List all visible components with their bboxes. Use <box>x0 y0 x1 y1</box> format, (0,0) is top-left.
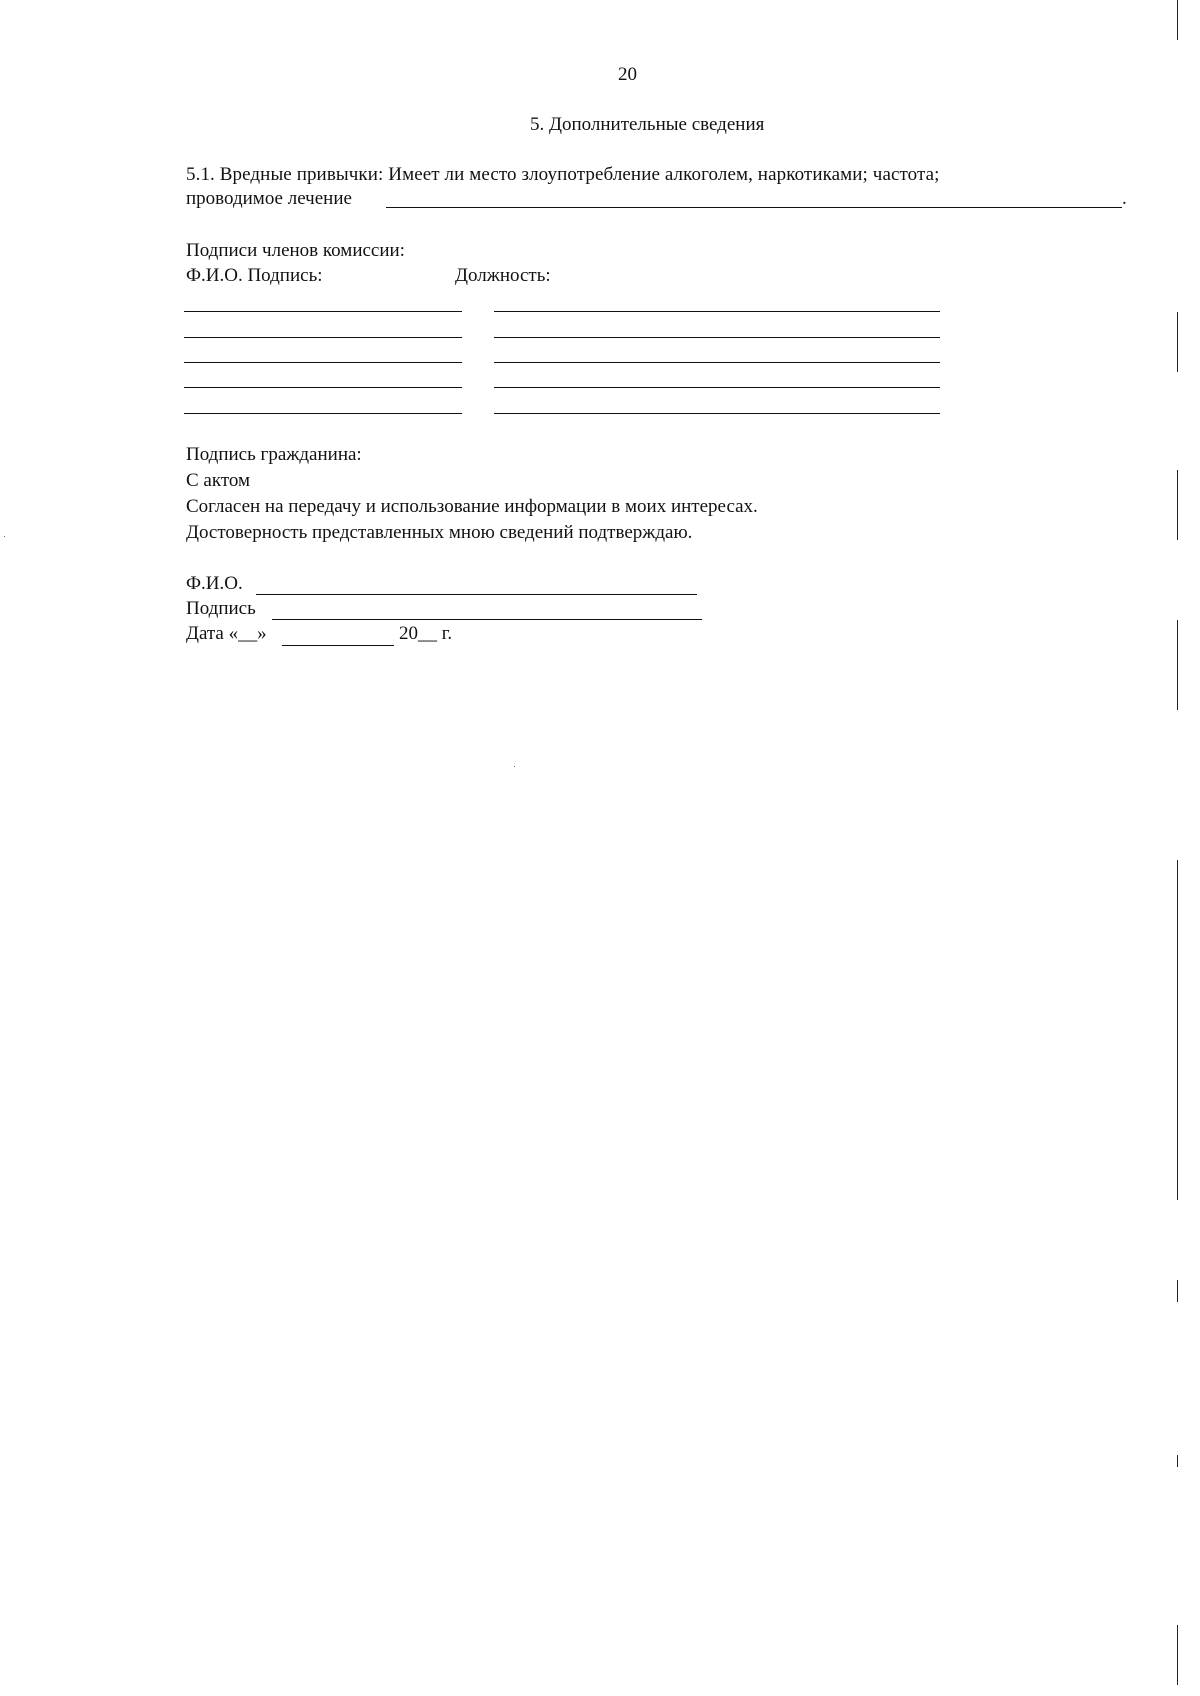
scan-edge-mark <box>1177 860 1178 1200</box>
scan-edge-mark <box>1177 1455 1178 1467</box>
citizen-act-line: С актом <box>186 470 251 491</box>
commission-fio-label: Ф.И.О. Подпись: <box>186 265 323 286</box>
citizen-date-prefix: Дата «__» <box>186 623 267 644</box>
citizen-date-month-line <box>282 645 394 646</box>
commission-position-line <box>494 387 940 388</box>
citizen-signature-label: Подпись <box>186 598 256 619</box>
commission-position-line <box>494 362 940 363</box>
commission-fio-line <box>184 337 462 338</box>
commission-fio-line <box>184 413 462 414</box>
commission-position-line <box>494 337 940 338</box>
scan-speck <box>514 766 515 767</box>
scan-edge-mark <box>1177 470 1178 540</box>
citizen-date-year: 20__ г. <box>399 623 453 644</box>
commission-fio-line <box>184 362 462 363</box>
commission-heading: Подписи членов комиссии: <box>186 240 405 261</box>
scan-speck <box>4 536 5 537</box>
commission-position-label: Должность: <box>455 265 551 286</box>
citizen-heading: Подпись гражданина: <box>186 444 362 465</box>
citizen-fio-field-line <box>256 594 697 595</box>
citizen-confirm-line: Достоверность представленных мною сведений подтверждаю. <box>186 522 693 543</box>
scan-edge-mark <box>1177 1280 1178 1302</box>
scan-edge-mark <box>1177 0 1178 40</box>
page-number: 20 <box>618 64 637 85</box>
section-title: 5. Дополнительные сведения <box>530 114 765 135</box>
habits-question: 5.1. Вредные привычки: Имеет ли место злоупотребление алкоголем, наркотиками; частота; <box>186 164 940 185</box>
commission-fio-line <box>184 311 462 312</box>
commission-position-line <box>494 413 940 414</box>
citizen-fio-label: Ф.И.О. <box>186 573 243 594</box>
habits-treatment-field-line <box>386 207 1122 208</box>
habits-end-mark: . <box>1122 188 1127 209</box>
citizen-consent-line: Согласен на передачу и использование информации в моих интересах. <box>186 496 758 517</box>
commission-position-line <box>494 311 940 312</box>
citizen-signature-field-line <box>272 619 702 620</box>
scan-edge-mark <box>1177 1625 1178 1685</box>
scan-edge-mark <box>1177 620 1178 710</box>
habits-treatment-label: проводимое лечение <box>186 188 352 209</box>
commission-fio-line <box>184 387 462 388</box>
scan-edge-mark <box>1177 312 1178 372</box>
